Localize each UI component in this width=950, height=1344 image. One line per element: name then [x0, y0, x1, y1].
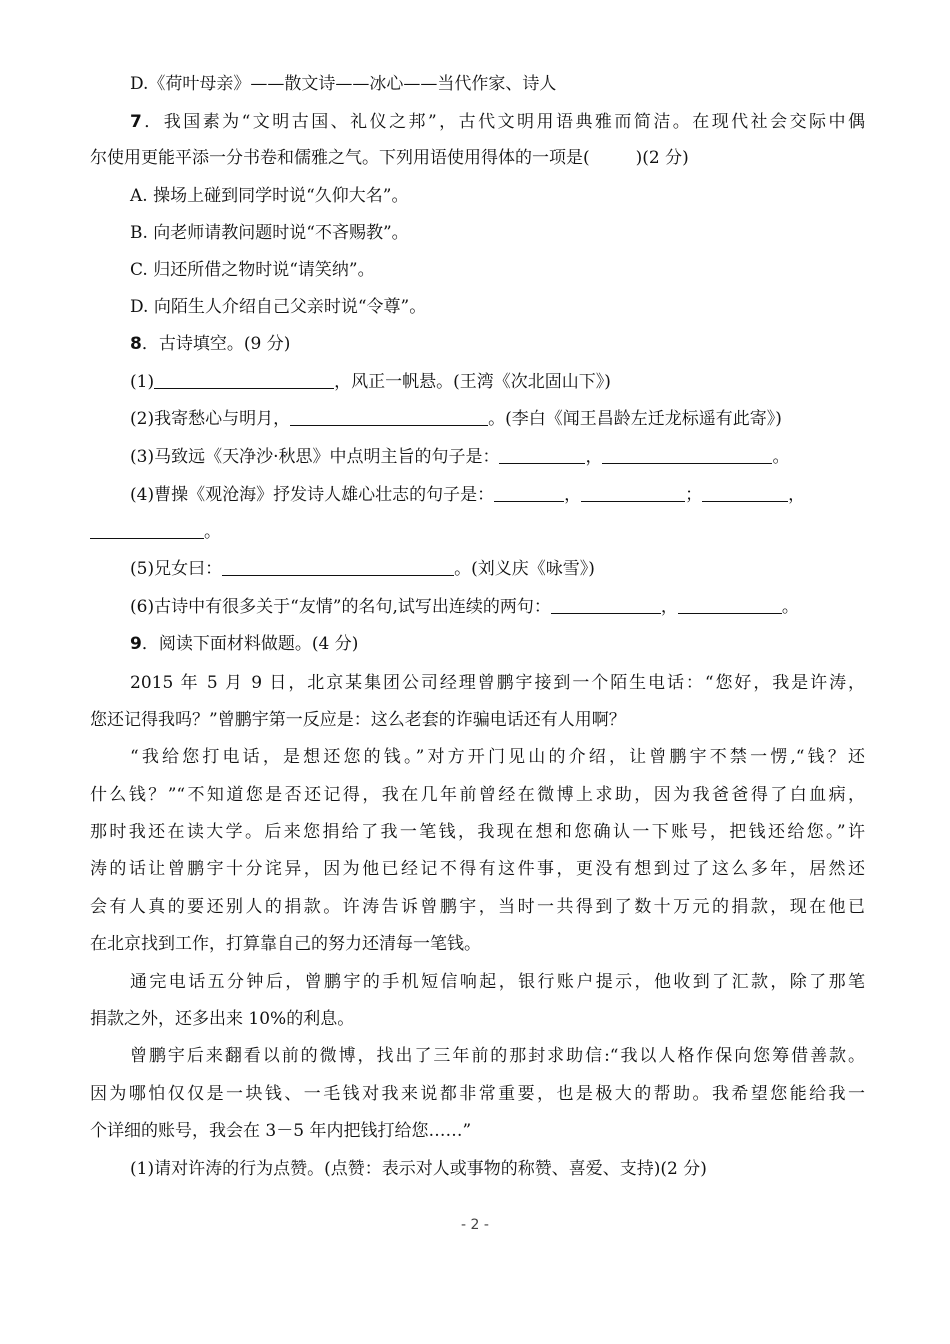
answer-blank[interactable]: [581, 483, 685, 502]
passage-line: 您还记得我吗？”曾鹏宇第一反应是：这么老套的诈骗电话还有人用啊？: [90, 710, 626, 730]
q7-stem-before: 尔使用更能平添一分书卷和儒雅之气。下列用语使用得体的一项是(: [90, 148, 590, 168]
q8-item-6-comma: ，: [660, 597, 678, 617]
q7-option-b: B. 向老师请教问题时说“不吝赐教”。: [130, 223, 409, 243]
prev-option-d: D.《荷叶母亲》——散文诗——冰心——当代作家、诗人: [130, 74, 557, 94]
passage-line: 会有人真的要还别人的捐款。许涛告诉曾鹏宇，当时一共得到了数十万元的捐款，现在他已: [90, 897, 865, 917]
q8-item-5: [130, 557, 865, 581]
q8-item-6: [130, 595, 865, 619]
q8-title-line: [130, 332, 865, 356]
q8-item-6-period: 。: [781, 597, 799, 617]
q9-title: ．阅读下面材料做题。(4 分): [141, 634, 359, 654]
q7-stem-line-2: [90, 146, 865, 170]
passage-line: 通完电话五分钟后，曾鹏宇的手机短信响起，银行账户提示，他收到了汇款，除了那笔: [130, 972, 865, 992]
q8-item-3-text: (3)马致远《天净沙·秋思》中点明主旨的句子是：: [130, 447, 500, 467]
q7-option-d: D. 向陌生人介绍自己父亲时说“令尊”。: [130, 297, 427, 317]
answer-blank[interactable]: [222, 557, 454, 576]
answer-blank[interactable]: [494, 483, 564, 502]
passage-line: 在北京找到工作，打算靠自己的努力还清每一笔钱。: [90, 934, 481, 954]
q9-title-line: [130, 632, 865, 656]
q8-item-4-text: (4)曹操《观沧海》抒发诗人雄心壮志的句子是：: [130, 485, 495, 505]
q8-number: 8: [130, 334, 142, 354]
q8-item-5-text: (5)兄女曰：: [130, 559, 223, 579]
answer-blank[interactable]: [602, 445, 772, 464]
q8-item-3-period: 。: [772, 447, 790, 467]
q7-stem-after: )(2 分): [635, 148, 689, 168]
q8-title: ．古诗填空。(9 分): [141, 334, 291, 354]
passage-line: 涛的话让曾鹏宇十分诧异，因为他已经记不得有这件事，更没有想到过了这么多年，居然还: [90, 859, 865, 879]
q8-item-4-comma-2: ，: [788, 485, 806, 505]
q8-item-1-label: (1): [130, 372, 155, 392]
page-number: - 2 -: [461, 1217, 489, 1233]
q7-option-a: A. 操场上碰到同学时说“久仰大名”。: [130, 186, 409, 206]
answer-blank[interactable]: [678, 595, 782, 614]
q7-stem-line-1: [130, 110, 865, 134]
passage-line: 那时我还在读大学。后来您捐给了我一笔钱，我现在想和您确认一下账号，把钱还给您。”许: [90, 822, 865, 842]
q8-item-1-text: ，风正一帆悬。(王湾《次北固山下》): [334, 372, 611, 392]
q8-item-4-period: 。: [204, 522, 221, 542]
passage-line: 捐款之外，还多出来 10%的利息。: [90, 1009, 355, 1029]
answer-blank[interactable]: [90, 520, 204, 539]
q8-item-4-semicolon: ；: [685, 485, 703, 505]
q8-item-6-text: (6)古诗中有很多关于“友情”的名句,试写出连续的两句：: [130, 597, 551, 617]
q9-number: 9: [130, 634, 142, 654]
q8-item-3: [130, 445, 865, 469]
q8-item-5-source: 。(刘义庆《咏雪》): [454, 559, 595, 579]
q7-option-c: C. 归还所借之物时说“请笑纳”。: [130, 260, 375, 280]
passage-line: 因为哪怕仅仅是一块钱、一毛钱对我来说都非常重要，也是极大的帮助。我希望您能给我一: [90, 1084, 865, 1104]
q8-item-3-comma: ，: [585, 447, 603, 467]
answer-blank[interactable]: [551, 595, 661, 614]
q8-item-4-comma: ，: [564, 485, 582, 505]
answer-blank[interactable]: [290, 407, 488, 426]
passage-line: “我给您打电话，是想还您的钱。”对方开门见山的介绍，让曾鹏宇不禁一愣,“钱？还: [130, 747, 865, 767]
q8-item-4: [130, 483, 865, 507]
answer-blank[interactable]: [154, 370, 334, 389]
passage-line: 个详细的账号，我会在 3－5 年内把钱打给您……”: [90, 1121, 472, 1141]
q8-item-1: [130, 370, 865, 394]
answer-blank[interactable]: [702, 483, 788, 502]
q8-item-2-text: (2)我寄愁心与明月，: [130, 409, 291, 429]
answer-blank[interactable]: [499, 445, 585, 464]
q8-item-2-source: 。(李白《闻王昌龄左迁龙标遥有此寄》): [488, 409, 782, 429]
passage-line: 曾鹏宇后来翻看以前的微博，找出了三年前的那封求助信:“我以人格作保向您筹借善款。: [130, 1046, 865, 1066]
q9-subquestion-1: (1)请对许涛的行为点赞。(点赞：表示对人或事物的称赞、喜爱、支持)(2 分): [130, 1159, 707, 1179]
passage-line: 什么钱？”“不知道您是否还记得，我在几年前曾经在微博上求助，因为我爸爸得了白血病，: [90, 785, 865, 805]
passage-line: 2015 年 5 月 9 日，北京某集团公司经理曾鹏宇接到一个陌生电话：“您好，我是许涛，: [130, 673, 865, 693]
q7-stem-text: ．我国素为“文明古国、礼仪之邦”，古代文明用语典雅而简洁。在现代社会交际中偶: [141, 112, 865, 132]
q7-number: 7: [130, 112, 142, 132]
q8-item-4-cont: [90, 520, 865, 544]
q8-item-2: [130, 407, 865, 431]
